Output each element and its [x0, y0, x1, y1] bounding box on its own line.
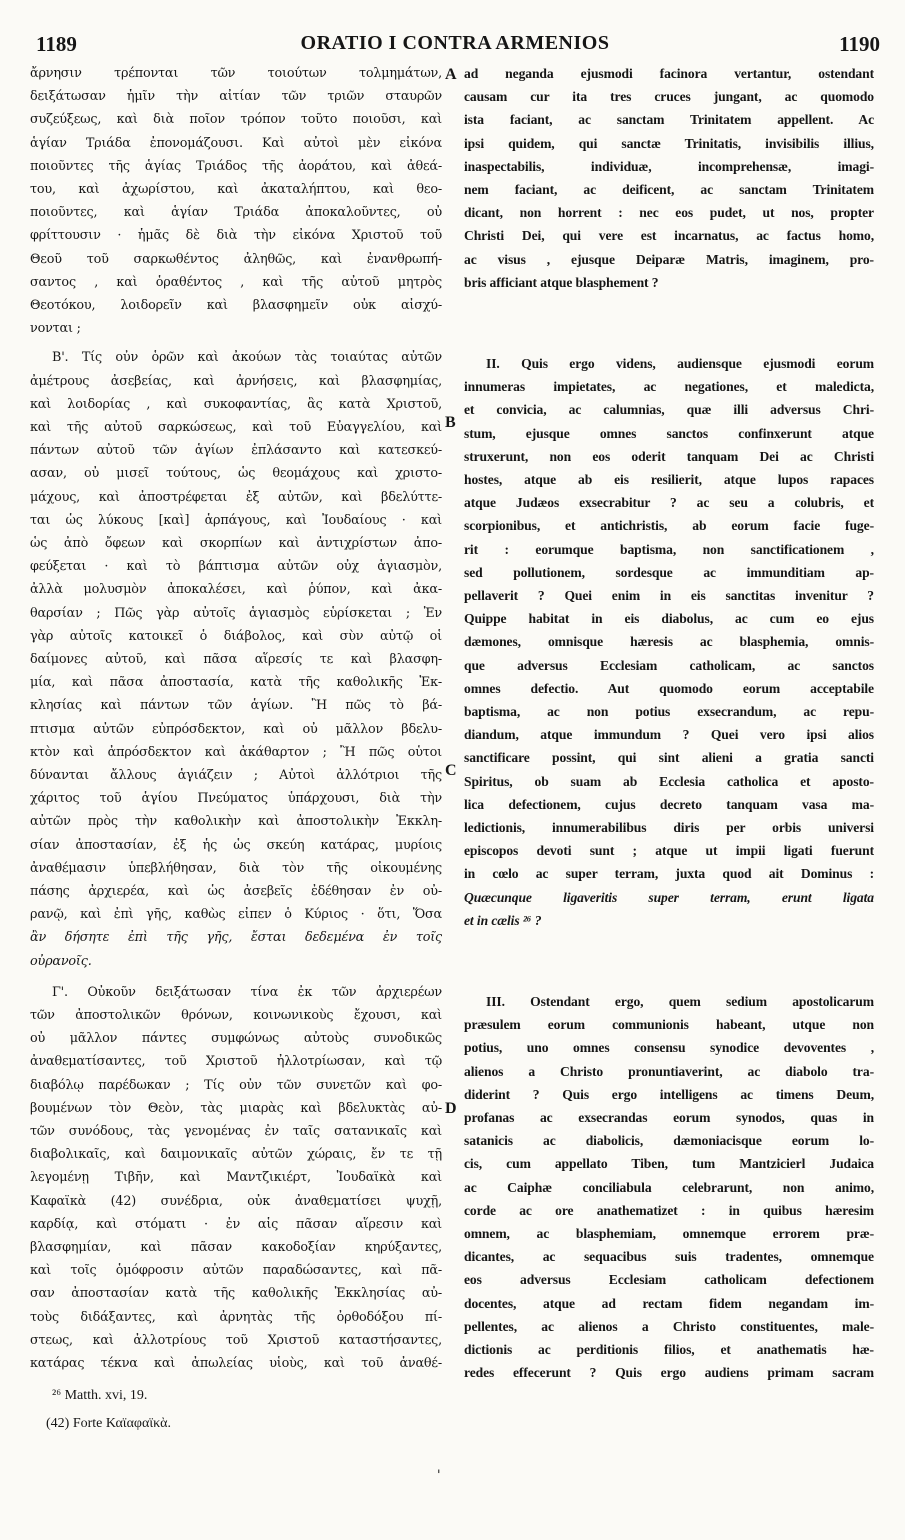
text-line: σαν ἀποστασίαν κατὰ τῆς καθολικῆς Ἐκκλησίας αὐ- — [30, 1286, 442, 1302]
text-line: ἂν δήσητε ἐπὶ τῆς γῆς, ἔσται δεδεμένα ἐν τοῖς — [30, 930, 442, 946]
text-line: in cœlo ac super terram, juxta quod ait Dominus : — [464, 866, 874, 882]
text-line: σίαν ἀποστασίαν, ἐξ ἧς ὡς σκεύη κατάρας, μυρίοις — [30, 837, 442, 853]
text-line: δύνανται ἄλλους ἁγιάζειν ; Αὐτοὶ ἀλλότριοι τῆς — [30, 768, 442, 783]
margin-marker-b: B — [445, 414, 456, 431]
running-header — [30, 32, 880, 62]
text-line: omnes defectio. Aut quomodo eorum acceptabile — [464, 680, 874, 696]
text-line: ipsi quidem, qui sanctæ Trinitatis, invisibilis illius, — [464, 135, 874, 151]
text-line: Καφαϊκὰ (42) συνέδρια, οὐκ ἀναθεματίσει ψυχῇ, — [30, 1193, 442, 1209]
text-line: κατάρας τέκνα καὶ ἀπωλείας υἱοὺς, καὶ τοῦ ἀναθέ- — [30, 1356, 442, 1371]
text-line: docentes, atque ad rectam fidem negandam im- — [464, 1295, 874, 1311]
text-line: atque Judæos exsecrabitur ? ac seu a colubris, et — [464, 495, 874, 511]
text-line: βουμένων τὸν Θεὸν, τὰς μιαρὰς καὶ βδελυκτὰς αὐ- — [30, 1100, 442, 1116]
text-line: scorpionibus, et antichristis, ab eorum facie fuge- — [464, 518, 874, 534]
text-line: hostes, atque ab eis resilierit, atque lupos rapaces — [464, 472, 874, 487]
text-line: ποιοῦντες τῆς ἁγίας Τριάδος τῆς ἀοράτου, καὶ ἀθεά- — [30, 158, 442, 174]
text-line: καὶ τῆς αὐτοῦ σαρκώσεως, καὶ τοῦ Εὐαγγελίου, καὶ — [30, 420, 442, 435]
footnote-matthew: ²⁶ Matth. xvi, 19. — [52, 1388, 148, 1403]
text-line: redes effecerunt ? Quis ergo audiens primam sacram — [464, 1365, 874, 1381]
text-line: ac Caiphæ conciliabula celebrarunt, non animo, — [464, 1179, 874, 1195]
text-line: ἄρνησιν τρέπονται τῶν τοιούτων τολμημάτων, — [30, 66, 442, 81]
text-line: Β'. Τίς οὖν ὁρῶν καὶ ἀκούων τὰς τοιαύτας αὐτῶν — [52, 350, 442, 366]
text-line: τῶν ἀποστολικῶν θρόνων, κοινωνικοὺς ἔχουσι, καὶ — [30, 1008, 442, 1023]
text-line: πάντων αὐτοῦ τῶν ἁγίων ἐπλάσαντο καὶ κατεσκεύ- — [30, 443, 442, 459]
text-line: πτισμα αὐτῶν εὐπρόσδεκτον, καὶ οὐ μᾶλλον βδελυ- — [30, 721, 442, 737]
text-line: nem faciant, ac deificent, ac sanctam Trinitatem — [464, 182, 874, 197]
text-line: bris afficiant atque blasphement ? — [464, 274, 659, 290]
text-line: καὶ λοιδορίας , καὶ συκοφαντίας, ἃς κατὰ Χριστοῦ, — [30, 396, 442, 412]
text-line: κτὸν καὶ ἀπρόσδεκτον καὶ ἀκάθαρτον ; Ἢ πῶς οὗτοι — [30, 744, 442, 760]
text-line: οὐ μᾶλλον πάντες συμφώνως αὐτοὺς συνοδικῶς — [30, 1031, 442, 1047]
text-line: ledictionis, innumerabilibus diris per orbis universi — [464, 820, 874, 835]
text-line: στεως, καὶ ἀλλοτρίους τοῦ Χριστοῦ καταστήσαντες, — [30, 1332, 442, 1348]
text-line: Quæcunque ligaveritis super terram, erunt ligata — [464, 889, 874, 905]
running-title: ORATIO I CONTRA ARMENIOS — [300, 32, 610, 54]
text-line: potius, uno omnes consensu synodice devoventes , — [464, 1040, 874, 1056]
text-line: causam cur ita tres cruces jungant, ac quomodo — [464, 89, 874, 105]
text-line: ἀμέτρους ἀσεβείας, καὶ ἀρνήσεις, καὶ βλασφημίας, — [30, 373, 442, 389]
text-line: γὰρ αὐτοῖς κατοικεῖ ὁ διάβολος, καὶ σὺν αὐτῷ οἱ — [30, 628, 442, 644]
text-line: eos adversus Ecclesiam catholicam defectionem — [464, 1272, 874, 1288]
text-line: δειξάτωσαν ἡμῖν τὴν αἰτίαν τῶν τριῶν σταυρῶν — [30, 89, 442, 105]
text-line: stum, ejusque omnes sanctos confinxerunt atque — [464, 425, 874, 441]
text-line: Γ'. Οὐκοῦν δειξάτωσαν τίνα ἐκ τῶν ἀρχιερέων — [52, 984, 442, 1000]
text-line: τῶν συνόδους, τὰς γενομένας ἐν ταῖς σατανικαῖς καὶ — [30, 1124, 442, 1139]
text-line: inaspectabilis, individuæ, incomprehensæ, imagi- — [464, 158, 874, 174]
text-line: δαίμονες αὐτοῦ, καὶ πᾶσα αἵρεσίς τε καὶ βλασφη- — [30, 652, 442, 667]
page-mark: ' — [437, 1468, 441, 1483]
text-line: ἀναθέμασιν ὑπεβλήθησαν, διὰ τὸν τῆς οἰκουμένης — [30, 860, 442, 876]
margin-marker-c: C — [445, 762, 457, 779]
text-line: σαντος , καὶ ὁραθέντος , καὶ τῆς αὐτοῦ μητρὸς — [30, 274, 442, 290]
text-line: que adversus Ecclesiam catholicam, ac sanctos — [464, 657, 874, 673]
text-line: καρδίᾳ, καὶ στόματι · ἐν αἷς πᾶσαν αἵρεσιν καὶ — [30, 1216, 442, 1232]
text-line: ἀλλὰ μολυσμὸν ἀποκαλέσει, καὶ ῥύπον, καὶ ἀκα- — [30, 582, 442, 598]
text-line: episcopos devoti sunt ; atque ut impii ligati fuerunt — [464, 843, 874, 859]
text-line: baptisma, ac non potius exsecrandum, ac repu- — [464, 704, 874, 719]
text-line: diandum, atque immundum ? Quei vero ipsi alios — [464, 727, 874, 743]
text-line: οὐρανοῖς. — [30, 953, 92, 969]
text-line: ποιοῦντες, καὶ ἁγίαν Τριάδα ἀποκαλοῦντες, οὐ — [30, 205, 442, 221]
text-line: Spiritus, ob suam ab Ecclesia catholica et aposto- — [464, 773, 874, 789]
text-line: διαβόλῳ παρέδωκαν ; Τίς οὖν τῶν συνετῶν καὶ φο- — [30, 1077, 442, 1093]
text-line: præsulem eorum communionis habeant, utque non — [464, 1017, 874, 1033]
text-line: omnem, ac blasphemiam, omnemque errorem præ- — [464, 1226, 874, 1241]
text-line: διαβολικαῖς, καὶ δαιμονικαῖς αὐτῶν χώραις, ἔν τε τῇ — [30, 1147, 442, 1163]
text-line: ista faciant, ac sanctam Trinitatem appellent. Ac — [464, 112, 874, 128]
margin-marker-a: A — [445, 66, 457, 83]
text-line: struxerunt, non eos oderit tanquam Dei ac Christi — [464, 448, 874, 464]
text-line: φεύξεται · καὶ τὸ βάπτισμα αὐτῶν οὐχ ἁγιασμὸν, — [30, 559, 442, 575]
margin-marker-d: D — [445, 1100, 457, 1117]
text-line: νονται ; — [30, 321, 81, 337]
text-line: et in cælis ²⁶ ? — [464, 912, 542, 928]
text-line: profanas ac exsecrandas eorum synodos, quas in — [464, 1110, 874, 1125]
text-line: ὡς ἀπὸ ὄφεων καὶ σκορπίων καὶ ἀντιχρίστων ἀπο- — [30, 536, 442, 551]
text-line: dicantes, ac sequacibus suis tradentes, omnemque — [464, 1249, 874, 1265]
text-line: Christi Dei, qui vere est incarnatus, ac factus homo, — [464, 228, 874, 244]
text-line: βλασφημίαν, καὶ πᾶσαν κακοδοξίαν κηρύξαντες, — [30, 1240, 442, 1255]
text-line: Θεοῦ τοῦ σαρκωθέντος ἀληθῶς, καὶ ἐνανθρωπή- — [30, 251, 442, 267]
text-line: dæmones, omnisque hæresis ac blasphemia, omnis- — [464, 634, 874, 650]
text-line: cis, cum appellato Tiben, tum Mantzicierl Judaica — [464, 1156, 874, 1172]
text-line: αὐτῶν πρὸς τὴν καθολικὴν καὶ ἀποστολικὴν Ἐκκλη- — [30, 814, 442, 830]
text-line: ἁγίαν Τριάδα ἐπονομάζουσι. Καὶ αὐτοὶ μὲν εἰκόνα — [30, 135, 442, 151]
text-line: II. Quis ergo videns, audiensque ejusmodi eorum — [486, 356, 874, 371]
text-line: μάχους, καὶ ἀποστρέφεται ἐξ αὐτῶν, καὶ βδελύττε- — [30, 489, 442, 505]
text-line: χάριτος τοῦ ἁγίου Πνεύματος ὑπάρχουσι, διὰ τὴν — [30, 791, 442, 807]
text-line: satanicis ac diabolicis, dæmoniacisque eorum lo- — [464, 1133, 874, 1149]
text-line: ac visus , ejusque Deiparæ Matris, imaginem, pro- — [464, 251, 874, 267]
text-line: μία, καὶ πᾶσα ἀποστασία, κατὰ τῆς καθολικῆς Ἐκ- — [30, 675, 442, 691]
text-line: ἀναθεματίσαντες, τοῦ Χριστοῦ ἠλλοτρίωσαν, καὶ τῷ — [30, 1054, 442, 1070]
text-line: corde ac ore anathematizet : in quibus hæresim — [464, 1202, 874, 1218]
text-line: diderint ? Quis ergo intelligens ac timens Deum, — [464, 1086, 874, 1102]
text-line: θαρσίαν ; Πῶς γὰρ αὐτοῖς ἁγιασμὸς εὑρίσκεται ; Ἐν — [30, 605, 442, 621]
text-line: φρίττουσιν · ἡμᾶς δὲ διὰ τὴν εἰκόνα Χριστοῦ τοῦ — [30, 228, 442, 244]
text-line: dictionis ac perditionis filios, et anathematis hæ- — [464, 1342, 874, 1357]
text-line: alienos a Christo pronuntiaverint, ac diabolo tra- — [464, 1063, 874, 1079]
footnote-42: (42) Forte Καϊαφαϊκὰ. — [46, 1416, 171, 1431]
text-line: innumeras impietates, ac negationes, et maledicta, — [464, 379, 874, 395]
text-line: lica defectionem, cujus decreto tanquam vasa ma- — [464, 796, 874, 812]
text-line: τοὺς διδάξαντες, καὶ ἀρνητὰς τῆς ὀρθοδόξου πί- — [30, 1309, 442, 1325]
text-line: III. Ostendant ergo, quem sedium apostolicarum — [486, 994, 874, 1009]
text-line: λεγομένῃ Τιβῆν, καὶ Μαντζικιέρτ, Ἰουδαϊκὰ καὶ — [30, 1170, 442, 1186]
text-line: et convicia, ac calumnias, quæ illi adversus Chri- — [464, 402, 874, 418]
text-line: του, καὶ ἀχωρίστου, καὶ ἀκαταλήπτου, καὶ θεο- — [30, 182, 442, 197]
text-line: dicant, non horrent : nec eos pudet, ut nos, propter — [464, 205, 874, 221]
text-line: pellaverit ? Quei enim in eis sanctitas invenitur ? — [464, 588, 874, 603]
text-line: sed pollutionem, sordesque ac immunditiam ap- — [464, 564, 874, 580]
text-line: Quippe habitat in eis diabolus, ac cum eo ejus — [464, 611, 874, 627]
text-line: pellentes, ac alienos a Christo constituentes, male- — [464, 1318, 874, 1334]
text-line: rit : eorumque baptisma, non sanctificationem , — [464, 541, 874, 557]
text-line: sanctificare possint, qui sint alieni a gratia sancti — [464, 750, 874, 766]
text-line: συζεύξεως, καὶ διὰ ποῖον τρόπον τοῦτο ποιοῦσι, καὶ — [30, 112, 442, 128]
page-number-right: 1190 — [839, 32, 880, 56]
text-line: ται ὡς λύκους [καὶ] ἁρπάγους, καὶ Ἰουδαίους · καὶ — [30, 512, 442, 528]
text-line: ασαν, οὐ μισεῖ τούτους, ὡς θεομάχους καὶ χριστο- — [30, 466, 442, 482]
page-number-left: 1189 — [36, 32, 77, 56]
text-line: καὶ τοῖς ὁμόφροσιν αὐτῶν παραδώσαντες, καὶ πᾶ- — [30, 1263, 442, 1279]
text-line: Θεοτόκου, λοιδορεῖν καὶ βλασφημεῖν οὐκ αἰσχύ- — [30, 298, 442, 313]
text-line: ρανῷ, καὶ ἐπὶ γῆς, καθὼς εἶπεν ὁ Κύριος · ὅτι, Ὅσα — [30, 907, 442, 923]
text-line: κλησίας καὶ πάντων τῶν ἁγίων. Ἢ πῶς τὸ βά- — [30, 698, 442, 714]
text-line: ad neganda ejusmodi facinora vertantur, ostendant — [464, 66, 874, 81]
text-line: πάσης ἀρχιερέα, καὶ ὡς ἀσεβεῖς ἐδέθησαν ἐν οὐ- — [30, 884, 442, 899]
